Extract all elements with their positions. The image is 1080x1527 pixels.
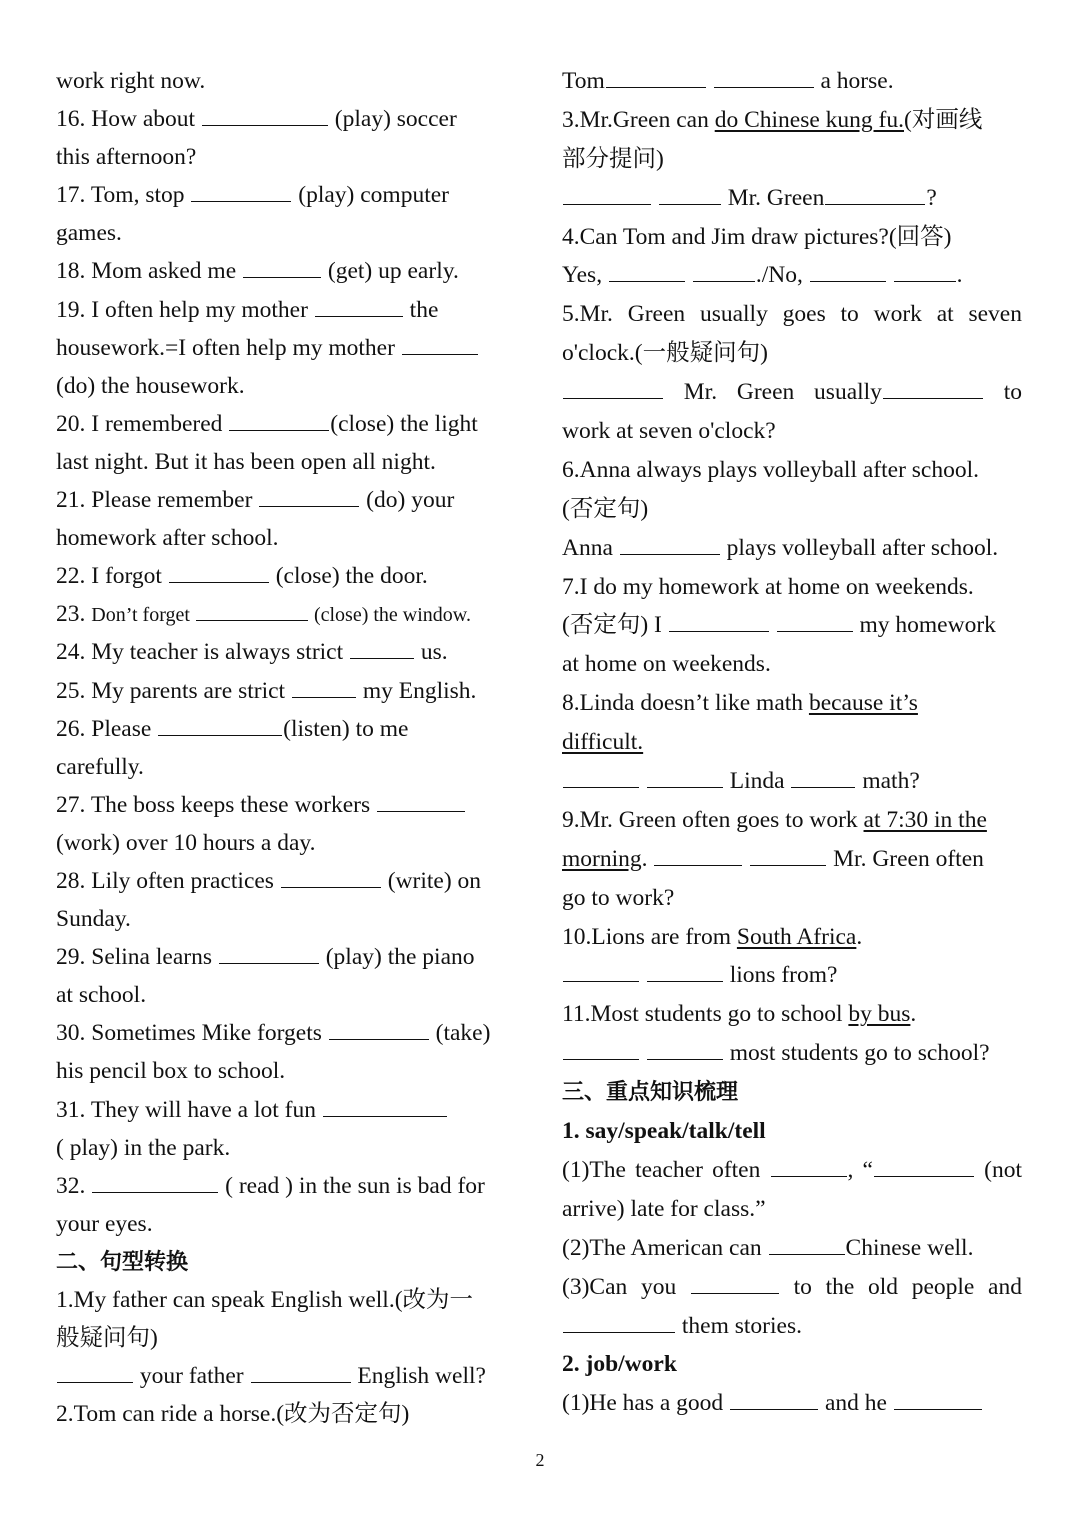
- underlined-phrase: by bus: [848, 1001, 911, 1028]
- answer-blank[interactable]: [659, 182, 721, 205]
- answer-blank[interactable]: [825, 182, 925, 205]
- answer-blank[interactable]: [169, 560, 269, 583]
- answer-blank[interactable]: [730, 1387, 818, 1410]
- left-line: 23. Don’t forget (close) the window.: [56, 595, 526, 633]
- answer-blank[interactable]: [315, 294, 403, 317]
- left-line: housework.=I often help my mother: [56, 329, 526, 367]
- section-heading: 三、重点知识梳理: [562, 1080, 739, 1106]
- left-line: (do) the housework.: [56, 372, 245, 399]
- right-line: [562, 723, 1022, 762]
- answer-blank[interactable]: [771, 1154, 847, 1177]
- left-line: 32. ( read ) in the sun is bad for: [56, 1167, 526, 1205]
- left-line: 20. I remembered (close) the light: [56, 405, 526, 443]
- right-line: Tom a horse.: [562, 62, 1022, 101]
- subsection-heading: 1. say/speak/talk/tell: [562, 1118, 766, 1145]
- left-line: 18. Mom asked me (get) up early.: [56, 252, 526, 290]
- answer-blank[interactable]: [810, 259, 886, 282]
- underlined-phrase: do Chinese kung fu.: [714, 106, 904, 133]
- right-line: 7.I do my homework at home on weekends.: [562, 573, 974, 600]
- answer-blank[interactable]: [563, 765, 639, 788]
- right-line: 9.Mr. Green often goes to work at 7:30 in the: [562, 806, 987, 833]
- left-line: 26. Please (listen) to me: [56, 710, 526, 748]
- answer-blank[interactable]: [647, 1037, 723, 1060]
- underlined-phrase: because it’s: [808, 690, 918, 717]
- answer-blank[interactable]: [647, 959, 723, 982]
- right-line: 11.Most students go to school by bus.: [562, 1001, 917, 1028]
- right-line: 4.Can Tom and Jim draw pictures?(回答): [562, 223, 952, 250]
- answer-blank[interactable]: [158, 713, 282, 736]
- answer-blank[interactable]: [777, 609, 853, 632]
- left-line: this afternoon?: [56, 144, 197, 171]
- right-line: 3.Mr.Green can do Chinese kung fu.(对画线: [562, 106, 983, 133]
- answer-blank[interactable]: [791, 765, 855, 788]
- right-line: work at seven o'clock?: [562, 418, 776, 445]
- left-line: 21. Please remember (do) your: [56, 481, 526, 519]
- left-line: 30. Sometimes Mike forgets (take): [56, 1014, 526, 1052]
- underlined-phrase: at 7:30 in the: [863, 806, 987, 833]
- left-line: your eyes.: [56, 1210, 153, 1237]
- underlined-phrase: South Africa: [736, 923, 857, 950]
- left-line: 16. How about (play) soccer: [56, 100, 526, 138]
- answer-blank[interactable]: [259, 484, 359, 507]
- left-line: his pencil box to school.: [56, 1058, 286, 1085]
- left-column: [56, 62, 526, 1433]
- answer-blank[interactable]: [196, 598, 308, 621]
- left-line: 般疑问句): [56, 1325, 158, 1352]
- answer-blank[interactable]: [620, 532, 720, 555]
- left-line: carefully.: [56, 753, 144, 780]
- answer-blank[interactable]: [769, 1232, 845, 1255]
- left-line: 2.Tom can ride a horse.(改为否定句): [56, 1401, 410, 1428]
- right-line: (否定句): [562, 495, 649, 522]
- small-text: Don’t forget: [91, 604, 195, 627]
- answer-blank[interactable]: [883, 376, 983, 399]
- answer-blank[interactable]: [323, 1094, 447, 1117]
- answer-blank[interactable]: [251, 1360, 351, 1383]
- left-line: last night. But it has been open all night.: [56, 448, 436, 475]
- right-line: (否定句) I my homework: [562, 606, 1022, 645]
- answer-blank[interactable]: [229, 408, 329, 431]
- right-line: Mr. Green ?: [562, 179, 1022, 218]
- right-line: go to work?: [562, 884, 675, 911]
- answer-blank[interactable]: [647, 765, 723, 788]
- right-line: Anna plays volleyball after school.: [562, 529, 1022, 568]
- answer-blank[interactable]: [606, 65, 706, 88]
- answer-blank[interactable]: [609, 259, 685, 282]
- underlined-phrase: difficult.: [562, 729, 644, 756]
- page-number: 2: [535, 1450, 545, 1470]
- right-line: (2)The American can Chinese well.: [562, 1229, 1022, 1268]
- answer-blank[interactable]: [563, 959, 639, 982]
- answer-blank[interactable]: [894, 1387, 982, 1410]
- left-line: 29. Selina learns (play) the piano: [56, 938, 526, 976]
- right-line: o'clock.(一般疑问句): [562, 340, 768, 367]
- answer-blank[interactable]: [874, 1154, 974, 1177]
- left-line: your father English well?: [56, 1357, 526, 1395]
- answer-blank[interactable]: [563, 1037, 639, 1060]
- answer-blank[interactable]: [563, 376, 663, 399]
- right-line: 10.Lions are from South Africa.: [562, 923, 863, 950]
- left-line: [56, 1243, 526, 1281]
- left-line: work right now.: [56, 68, 206, 94]
- answer-blank[interactable]: [669, 609, 769, 632]
- answer-blank[interactable]: [714, 65, 814, 88]
- left-line: 31. They will have a lot fun: [56, 1091, 526, 1129]
- answer-blank[interactable]: [750, 843, 826, 866]
- answer-blank[interactable]: [92, 1170, 218, 1193]
- right-line: lions from?: [562, 956, 1022, 995]
- subsection-heading: 2. job/work: [562, 1351, 677, 1378]
- left-line: ( play) in the park.: [56, 1134, 231, 1161]
- left-line: 17. Tom, stop (play) computer: [56, 176, 526, 214]
- answer-blank[interactable]: [329, 1017, 429, 1040]
- right-line: 6.Anna always plays volleyball after school.: [562, 456, 980, 483]
- answer-blank[interactable]: [691, 1271, 779, 1294]
- answer-blank[interactable]: [219, 941, 319, 964]
- right-line: 8.Linda doesn’t like math because it’s: [562, 690, 918, 717]
- left-line: games.: [56, 220, 122, 247]
- answer-blank[interactable]: [654, 843, 742, 866]
- answer-blank[interactable]: [563, 1310, 675, 1333]
- left-line: homework after school.: [56, 525, 279, 552]
- answer-blank[interactable]: [350, 636, 414, 659]
- right-line: [562, 1112, 1022, 1151]
- small-text: (close) the window.: [308, 604, 471, 627]
- answer-blank[interactable]: [57, 1360, 133, 1383]
- right-line: (1)The teacher often , “ (not: [562, 1151, 1022, 1190]
- answer-blank[interactable]: [693, 259, 755, 282]
- right-line: Yes, ./No, .: [562, 256, 1022, 295]
- left-line: 27. The boss keeps these workers: [56, 786, 526, 824]
- right-column: [562, 62, 1022, 1423]
- left-line: 22. I forgot (close) the door.: [56, 557, 526, 595]
- answer-blank[interactable]: [281, 865, 381, 888]
- left-line: 1.My father can speak English well.(改为一: [56, 1287, 474, 1313]
- left-line: at school.: [56, 982, 147, 1009]
- answer-blank[interactable]: [894, 259, 956, 282]
- right-line: 5.Mr. Green usually goes to work at seven: [562, 301, 1022, 328]
- answer-blank[interactable]: [243, 255, 321, 278]
- left-line: 19. I often help my mother the: [56, 291, 526, 329]
- answer-blank[interactable]: [202, 103, 328, 126]
- right-line: [562, 1073, 1022, 1112]
- answer-blank[interactable]: [377, 789, 465, 812]
- right-line: them stories.: [562, 1307, 1022, 1346]
- section-heading: 二、句型转换: [56, 1249, 189, 1275]
- left-line: 24. My teacher is always strict us.: [56, 633, 526, 671]
- left-line: 25. My parents are strict my English.: [56, 672, 526, 710]
- right-line: 部分提问): [562, 145, 664, 172]
- right-line: at home on weekends.: [562, 651, 771, 678]
- left-line: Sunday.: [56, 906, 131, 933]
- right-line: most students go to school?: [562, 1034, 1022, 1073]
- left-line: (work) over 10 hours a day.: [56, 829, 316, 856]
- right-line: Mr. Green usually to: [562, 373, 1022, 412]
- right-line: [562, 1345, 1022, 1384]
- right-line: arrive) late for class.”: [562, 1195, 766, 1222]
- answer-blank[interactable]: [402, 332, 478, 355]
- answer-blank[interactable]: [292, 675, 356, 698]
- right-line: Linda math?: [562, 762, 1022, 801]
- underlined-phrase: morning: [562, 845, 642, 872]
- right-line: (1)He has a good and he: [562, 1384, 1022, 1423]
- right-line: morning. Mr. Green often: [562, 840, 1022, 879]
- left-line: 28. Lily often practices (write) on: [56, 862, 526, 900]
- answer-blank[interactable]: [191, 179, 291, 202]
- right-line: (3)Can you to the old people and: [562, 1268, 1022, 1307]
- answer-blank[interactable]: [563, 182, 651, 205]
